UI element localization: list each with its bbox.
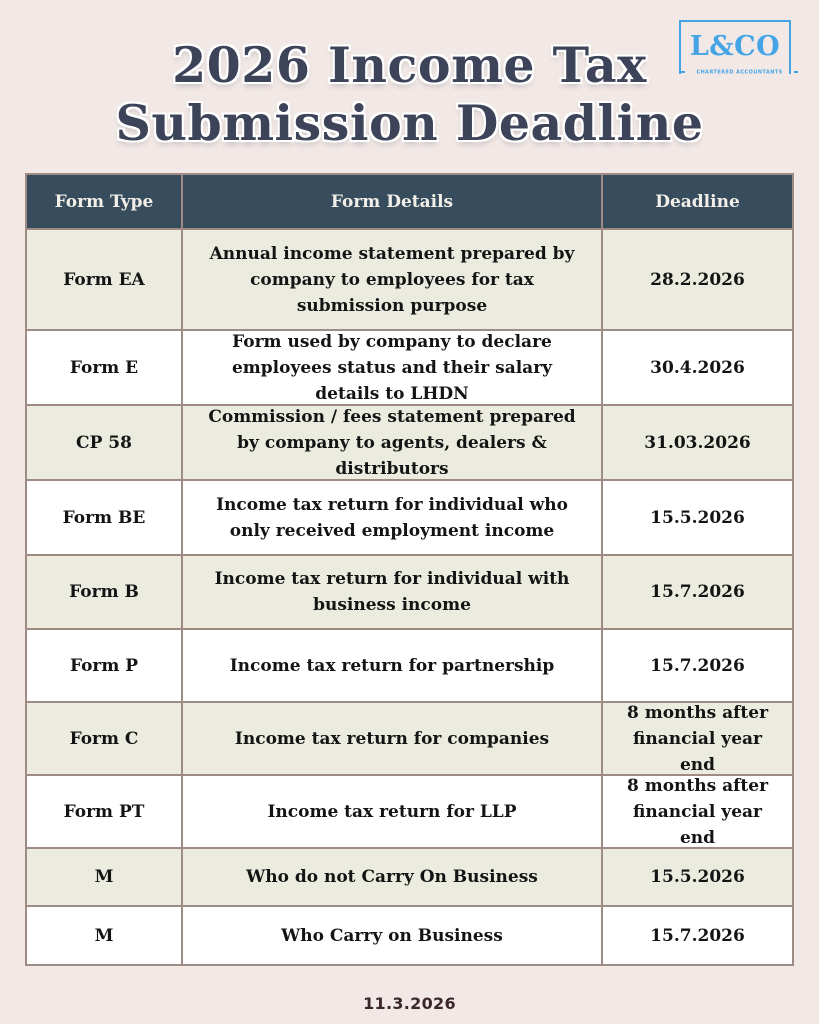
company-logo-subtitle: CHARTERED ACCOUNTANTS	[696, 69, 783, 75]
header-form-details: Form Details	[183, 175, 603, 228]
deadline-cell: 15.5.2026	[650, 867, 745, 887]
table-row	[27, 230, 792, 331]
form-details-cell: Who do not Carry On Business	[183, 849, 603, 905]
table-row	[27, 776, 792, 849]
company-logo	[679, 20, 791, 74]
company-logo-name: L&CO	[689, 31, 781, 62]
table-row	[27, 481, 792, 556]
form-type-cell: Form PT	[27, 776, 183, 847]
form-details-cell: Form used by company to declare employees status and their salary details to LHDN	[183, 331, 603, 404]
footer-date: 11.3.2026	[363, 994, 456, 1013]
form-type-cell: Form B	[27, 556, 183, 628]
form-type-cell: M	[27, 907, 183, 964]
page-title-line1: 2026 Income Tax	[172, 36, 647, 94]
deadline-cell: 31.03.2026	[644, 432, 751, 453]
deadline-cell: 15.5.2026	[650, 507, 745, 528]
form-details-cell: Income tax return for LLP	[183, 776, 603, 847]
deadline-cell: 8 months after financial year end	[626, 702, 769, 775]
form-details-cell: Income tax return for partnership	[183, 630, 603, 701]
table-row	[27, 907, 792, 964]
deadline-cell: 8 months after financial year end	[626, 775, 769, 848]
form-details-cell: Commission / fees statement prepared by company to agents, dealers & distributors	[183, 406, 603, 479]
form-details-cell: Income tax return for individual with business income	[183, 556, 603, 628]
table-row	[27, 703, 792, 776]
form-type-cell: Form P	[27, 630, 183, 701]
deadline-cell: 15.7.2026	[650, 925, 745, 946]
table-row	[27, 406, 792, 481]
form-type-cell: CP 58	[27, 406, 183, 479]
table-row	[27, 849, 792, 907]
table-row	[27, 556, 792, 630]
page-title-line2: Submission Deadline	[115, 94, 704, 152]
form-type-cell: Form E	[27, 331, 183, 404]
form-type-cell: Form EA	[27, 230, 183, 329]
form-details-cell: Income tax return for companies	[183, 703, 603, 774]
form-type-cell: Form BE	[27, 481, 183, 554]
deadline-cell: 15.7.2026	[650, 582, 745, 602]
deadline-cell: 28.2.2026	[650, 269, 745, 290]
deadline-cell: 30.4.2026	[650, 357, 745, 378]
form-details-cell: Annual income statement prepared by company to employees for tax submission purpose	[183, 230, 603, 329]
table-header-row	[27, 175, 792, 230]
header-form-type: Form Type	[27, 175, 183, 228]
header-deadline: Deadline	[655, 191, 740, 212]
form-type-cell: M	[27, 849, 183, 905]
form-details-cell: Income tax return for individual who only received employment income	[183, 481, 603, 554]
form-type-cell: Form C	[27, 703, 183, 774]
company-logo-subtitle-row	[681, 69, 789, 75]
deadline-cell: 15.7.2026	[650, 655, 745, 676]
table-row	[27, 331, 792, 406]
form-details-cell: Who Carry on Business	[183, 907, 603, 964]
deadline-table	[25, 173, 794, 966]
table-row	[27, 630, 792, 703]
